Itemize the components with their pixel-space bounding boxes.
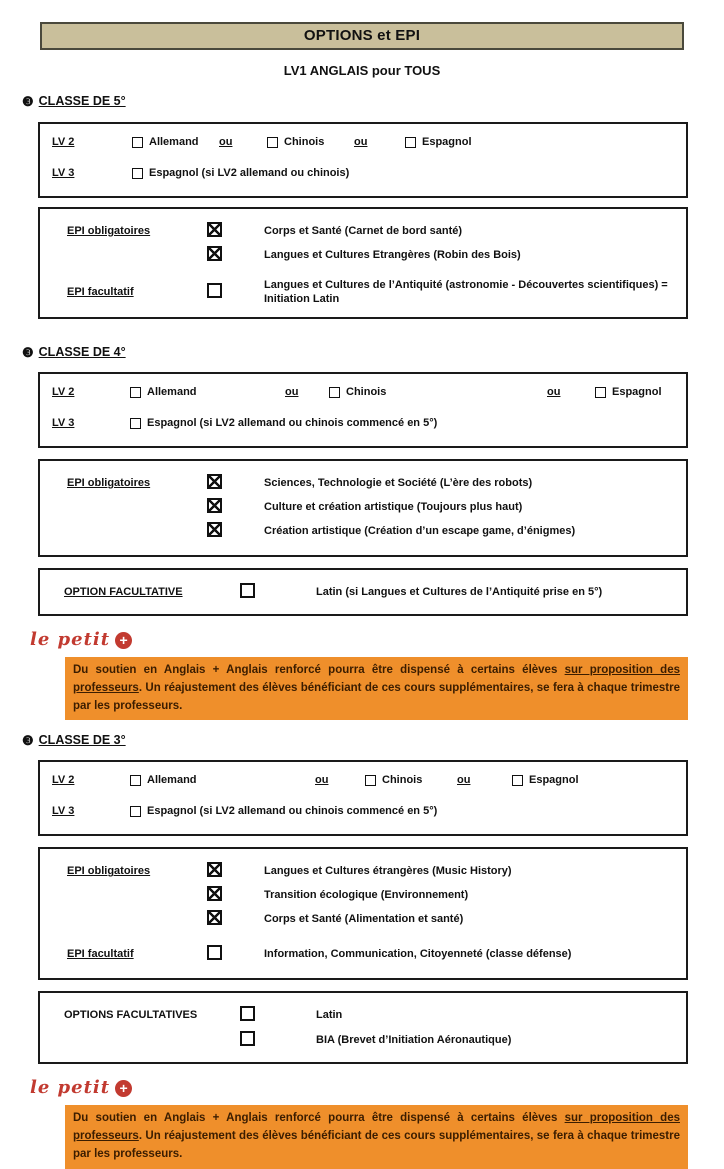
checkbox-unchecked[interactable] xyxy=(132,137,143,148)
option-espagnol-lv3 xyxy=(130,417,437,431)
lv3-label: LV 3 xyxy=(52,805,75,818)
note-tail: . Un réajustement des élèves bénéficiant de ces cours supplémentaires, se fera à chaque trimestre par les professeurs. xyxy=(73,1129,680,1160)
ou-separator: ou xyxy=(219,135,233,148)
epi-row xyxy=(67,244,676,268)
logo-text: le petit xyxy=(30,628,111,650)
option-label: Espagnol xyxy=(612,386,662,398)
ou-separator: ou xyxy=(285,386,299,398)
lv3-row xyxy=(40,164,686,188)
checkbox-cell xyxy=(207,886,241,906)
checkbox-unchecked[interactable] xyxy=(329,387,340,398)
note-tail: . Un réajustement des élèves bénéficiant de ces cours supplémentaires, se fera à chaque trimestre par les professeurs. xyxy=(73,681,680,712)
lv3-label: LV 3 xyxy=(52,166,75,179)
epi-item-label: Information, Communication, Citoyenneté (classe défense) xyxy=(264,948,572,961)
option-allemand xyxy=(130,774,197,788)
checkbox-checked[interactable] xyxy=(207,246,222,261)
option-espagnol xyxy=(512,774,579,788)
checkbox-cell xyxy=(240,583,280,603)
note-soutien-anglais xyxy=(65,1105,688,1168)
option-facultative-label: OPTION FACULTATIVE xyxy=(64,585,183,598)
epi-row xyxy=(67,908,676,932)
option-label: Allemand xyxy=(147,774,197,787)
checkbox-cell xyxy=(207,498,241,518)
checkbox-unchecked[interactable] xyxy=(365,775,376,786)
section-heading-text: CLASSE DE 3° xyxy=(38,733,126,748)
checkbox-checked[interactable] xyxy=(207,862,222,877)
option-chinois xyxy=(365,774,422,788)
option-label: Espagnol (si LV2 allemand ou chinois commencé en 5°) xyxy=(147,805,438,818)
option-row xyxy=(64,580,676,605)
ou-separator: ou xyxy=(457,774,471,787)
checkbox-unchecked[interactable] xyxy=(130,387,141,398)
option-label: Allemand xyxy=(149,135,199,148)
checkbox-unchecked[interactable] xyxy=(240,583,255,598)
epi-item-label: Création artistique (Création d’un escape game, d’énigmes) xyxy=(264,525,576,538)
checkbox-unchecked[interactable] xyxy=(130,418,141,429)
checkbox-cell xyxy=(207,945,241,965)
plus-icon: + xyxy=(115,1080,132,1097)
epi-box-3e xyxy=(38,847,688,980)
ou-separator: ou xyxy=(547,386,561,398)
note-lead: Du soutien en Anglais + Anglais renforcé pourra être dispensé à certains élèves xyxy=(73,1112,565,1125)
option-label: Chinois xyxy=(346,386,387,398)
checkbox-checked[interactable] xyxy=(207,886,222,901)
epi-row xyxy=(67,496,676,520)
epi-box-4e xyxy=(38,459,688,557)
option-chinois xyxy=(329,386,386,400)
checkbox-unchecked[interactable] xyxy=(512,775,523,786)
lv2-row xyxy=(40,133,686,157)
option-row xyxy=(64,1028,676,1053)
option-item-label: BIA (Brevet d’Initiation Aéronautique) xyxy=(316,1033,512,1046)
section-heading-text: CLASSE DE 4° xyxy=(38,345,126,360)
epi-row xyxy=(67,220,676,244)
checkbox-unchecked[interactable] xyxy=(240,1031,255,1046)
checkbox-checked[interactable] xyxy=(207,522,222,537)
epi-obligatoires-label: EPI obligatoires xyxy=(67,225,151,237)
arrow-bullet-icon: ❸ xyxy=(22,93,34,109)
le-petit-plus-logo xyxy=(30,627,724,653)
option-label: Espagnol xyxy=(422,135,472,148)
checkbox-unchecked[interactable] xyxy=(207,283,222,298)
checkbox-cell xyxy=(207,474,241,494)
option-espagnol xyxy=(595,386,662,400)
checkbox-cell xyxy=(207,283,241,303)
lv-choice-box-5e xyxy=(38,122,688,198)
section-heading-4e xyxy=(22,345,724,361)
epi-obligatoires-label: EPI obligatoires xyxy=(67,865,151,878)
lv2-row xyxy=(40,771,686,795)
section-heading-5e xyxy=(22,94,724,110)
lv3-row xyxy=(40,414,686,438)
option-label: Espagnol (si LV2 allemand ou chinois commencé en 5°) xyxy=(147,417,438,429)
option-label: Allemand xyxy=(147,386,197,398)
arrow-bullet-icon: ❸ xyxy=(22,344,34,360)
epi-item-label: Langues et Cultures de l’Antiquité (astronomie - Découvertes scientifiques) = Initiation Latin xyxy=(264,278,668,305)
lv2-label: LV 2 xyxy=(52,774,75,787)
note-underlined: sur proposition des professeurs xyxy=(73,664,680,694)
ou-separator: ou xyxy=(315,774,329,787)
option-chinois xyxy=(267,136,324,150)
option-item-label: Latin xyxy=(316,1008,343,1021)
option-allemand xyxy=(132,136,199,150)
section-heading-text: CLASSE DE 5° xyxy=(38,94,126,109)
epi-row xyxy=(67,884,676,908)
option-espagnol xyxy=(405,136,472,150)
epi-row-facultatif xyxy=(67,943,676,967)
checkbox-cell xyxy=(207,222,241,242)
checkbox-unchecked[interactable] xyxy=(132,168,143,179)
checkbox-checked[interactable] xyxy=(207,474,222,489)
checkbox-cell xyxy=(207,522,241,542)
epi-item-label: Langues et Cultures étrangères (Music History) xyxy=(264,865,512,878)
options-facultatives-box-3e xyxy=(38,991,688,1064)
option-item-label: Latin (si Langues et Cultures de l’Antiquité prise en 5°) xyxy=(316,585,603,598)
checkbox-cell xyxy=(207,246,241,266)
lv-choice-box-3e xyxy=(38,760,688,836)
page-subtitle: LV1 ANGLAIS pour TOUS xyxy=(283,63,441,78)
checkbox-unchecked[interactable] xyxy=(207,945,222,960)
option-label: Espagnol xyxy=(529,774,579,787)
lv-choice-box-4e xyxy=(38,372,688,448)
section-heading-3e xyxy=(22,733,724,749)
checkbox-unchecked[interactable] xyxy=(130,806,141,817)
epi-item-label: Transition écologique (Environnement) xyxy=(264,889,469,902)
option-row xyxy=(64,1003,676,1028)
epi-row xyxy=(67,860,676,884)
page-banner xyxy=(40,22,684,50)
option-label: Chinois xyxy=(382,774,423,787)
le-petit-plus-logo xyxy=(30,1075,724,1101)
option-facultative-box-4e xyxy=(38,568,688,616)
note-soutien-anglais xyxy=(65,657,688,720)
epi-item-label: Sciences, Technologie et Société (L’ère des robots) xyxy=(264,477,533,490)
checkbox-unchecked[interactable] xyxy=(405,137,416,148)
lv2-label: LV 2 xyxy=(52,135,75,148)
epi-obligatoires-label: EPI obligatoires xyxy=(67,477,151,490)
epi-facultatif-label: EPI facultatif xyxy=(67,285,134,298)
lv2-label: LV 2 xyxy=(52,386,75,398)
arrow-bullet-icon: ❸ xyxy=(22,732,34,748)
option-espagnol-lv3 xyxy=(132,167,349,181)
epi-box-5e xyxy=(38,207,688,320)
checkbox-checked[interactable] xyxy=(207,222,222,237)
note-underlined: sur proposition des professeurs xyxy=(73,1112,680,1142)
checkbox-cell xyxy=(207,862,241,882)
checkbox-unchecked[interactable] xyxy=(240,1006,255,1021)
checkbox-cell xyxy=(240,1031,280,1051)
option-espagnol-lv3 xyxy=(130,805,437,819)
lv3-label: LV 3 xyxy=(52,417,75,429)
lv2-row xyxy=(40,383,686,407)
note-lead: Du soutien en Anglais + Anglais renforcé pourra être dispensé à certains élèves xyxy=(73,664,565,676)
epi-item-label: Corps et Santé (Carnet de bord santé) xyxy=(264,225,463,237)
epi-facultatif-label: EPI facultatif xyxy=(67,948,134,961)
epi-item-label: Corps et Santé (Alimentation et santé) xyxy=(264,913,464,926)
epi-row-facultatif xyxy=(67,279,676,307)
plus-icon: + xyxy=(115,632,132,649)
checkbox-unchecked[interactable] xyxy=(595,387,606,398)
epi-row xyxy=(67,520,676,544)
banner-title: OPTIONS et EPI xyxy=(303,26,421,44)
checkbox-checked[interactable] xyxy=(207,498,222,513)
checkbox-unchecked[interactable] xyxy=(267,137,278,148)
lv3-row xyxy=(40,802,686,826)
checkbox-unchecked[interactable] xyxy=(130,775,141,786)
checkbox-checked[interactable] xyxy=(207,910,222,925)
logo-text: le petit xyxy=(30,1076,111,1098)
epi-item-label: Culture et création artistique (Toujours plus haut) xyxy=(264,501,523,514)
ou-separator: ou xyxy=(354,135,368,148)
epi-item-label: Langues et Cultures Etrangères (Robin des Bois) xyxy=(264,249,521,261)
option-allemand xyxy=(130,386,197,400)
checkbox-cell xyxy=(207,910,241,930)
checkbox-cell xyxy=(240,1006,280,1026)
epi-row xyxy=(67,472,676,496)
option-label: Espagnol (si LV2 allemand ou chinois) xyxy=(149,166,350,179)
options-facultatives-label: OPTIONS FACULTATIVES xyxy=(64,1008,198,1021)
option-label: Chinois xyxy=(284,135,325,148)
